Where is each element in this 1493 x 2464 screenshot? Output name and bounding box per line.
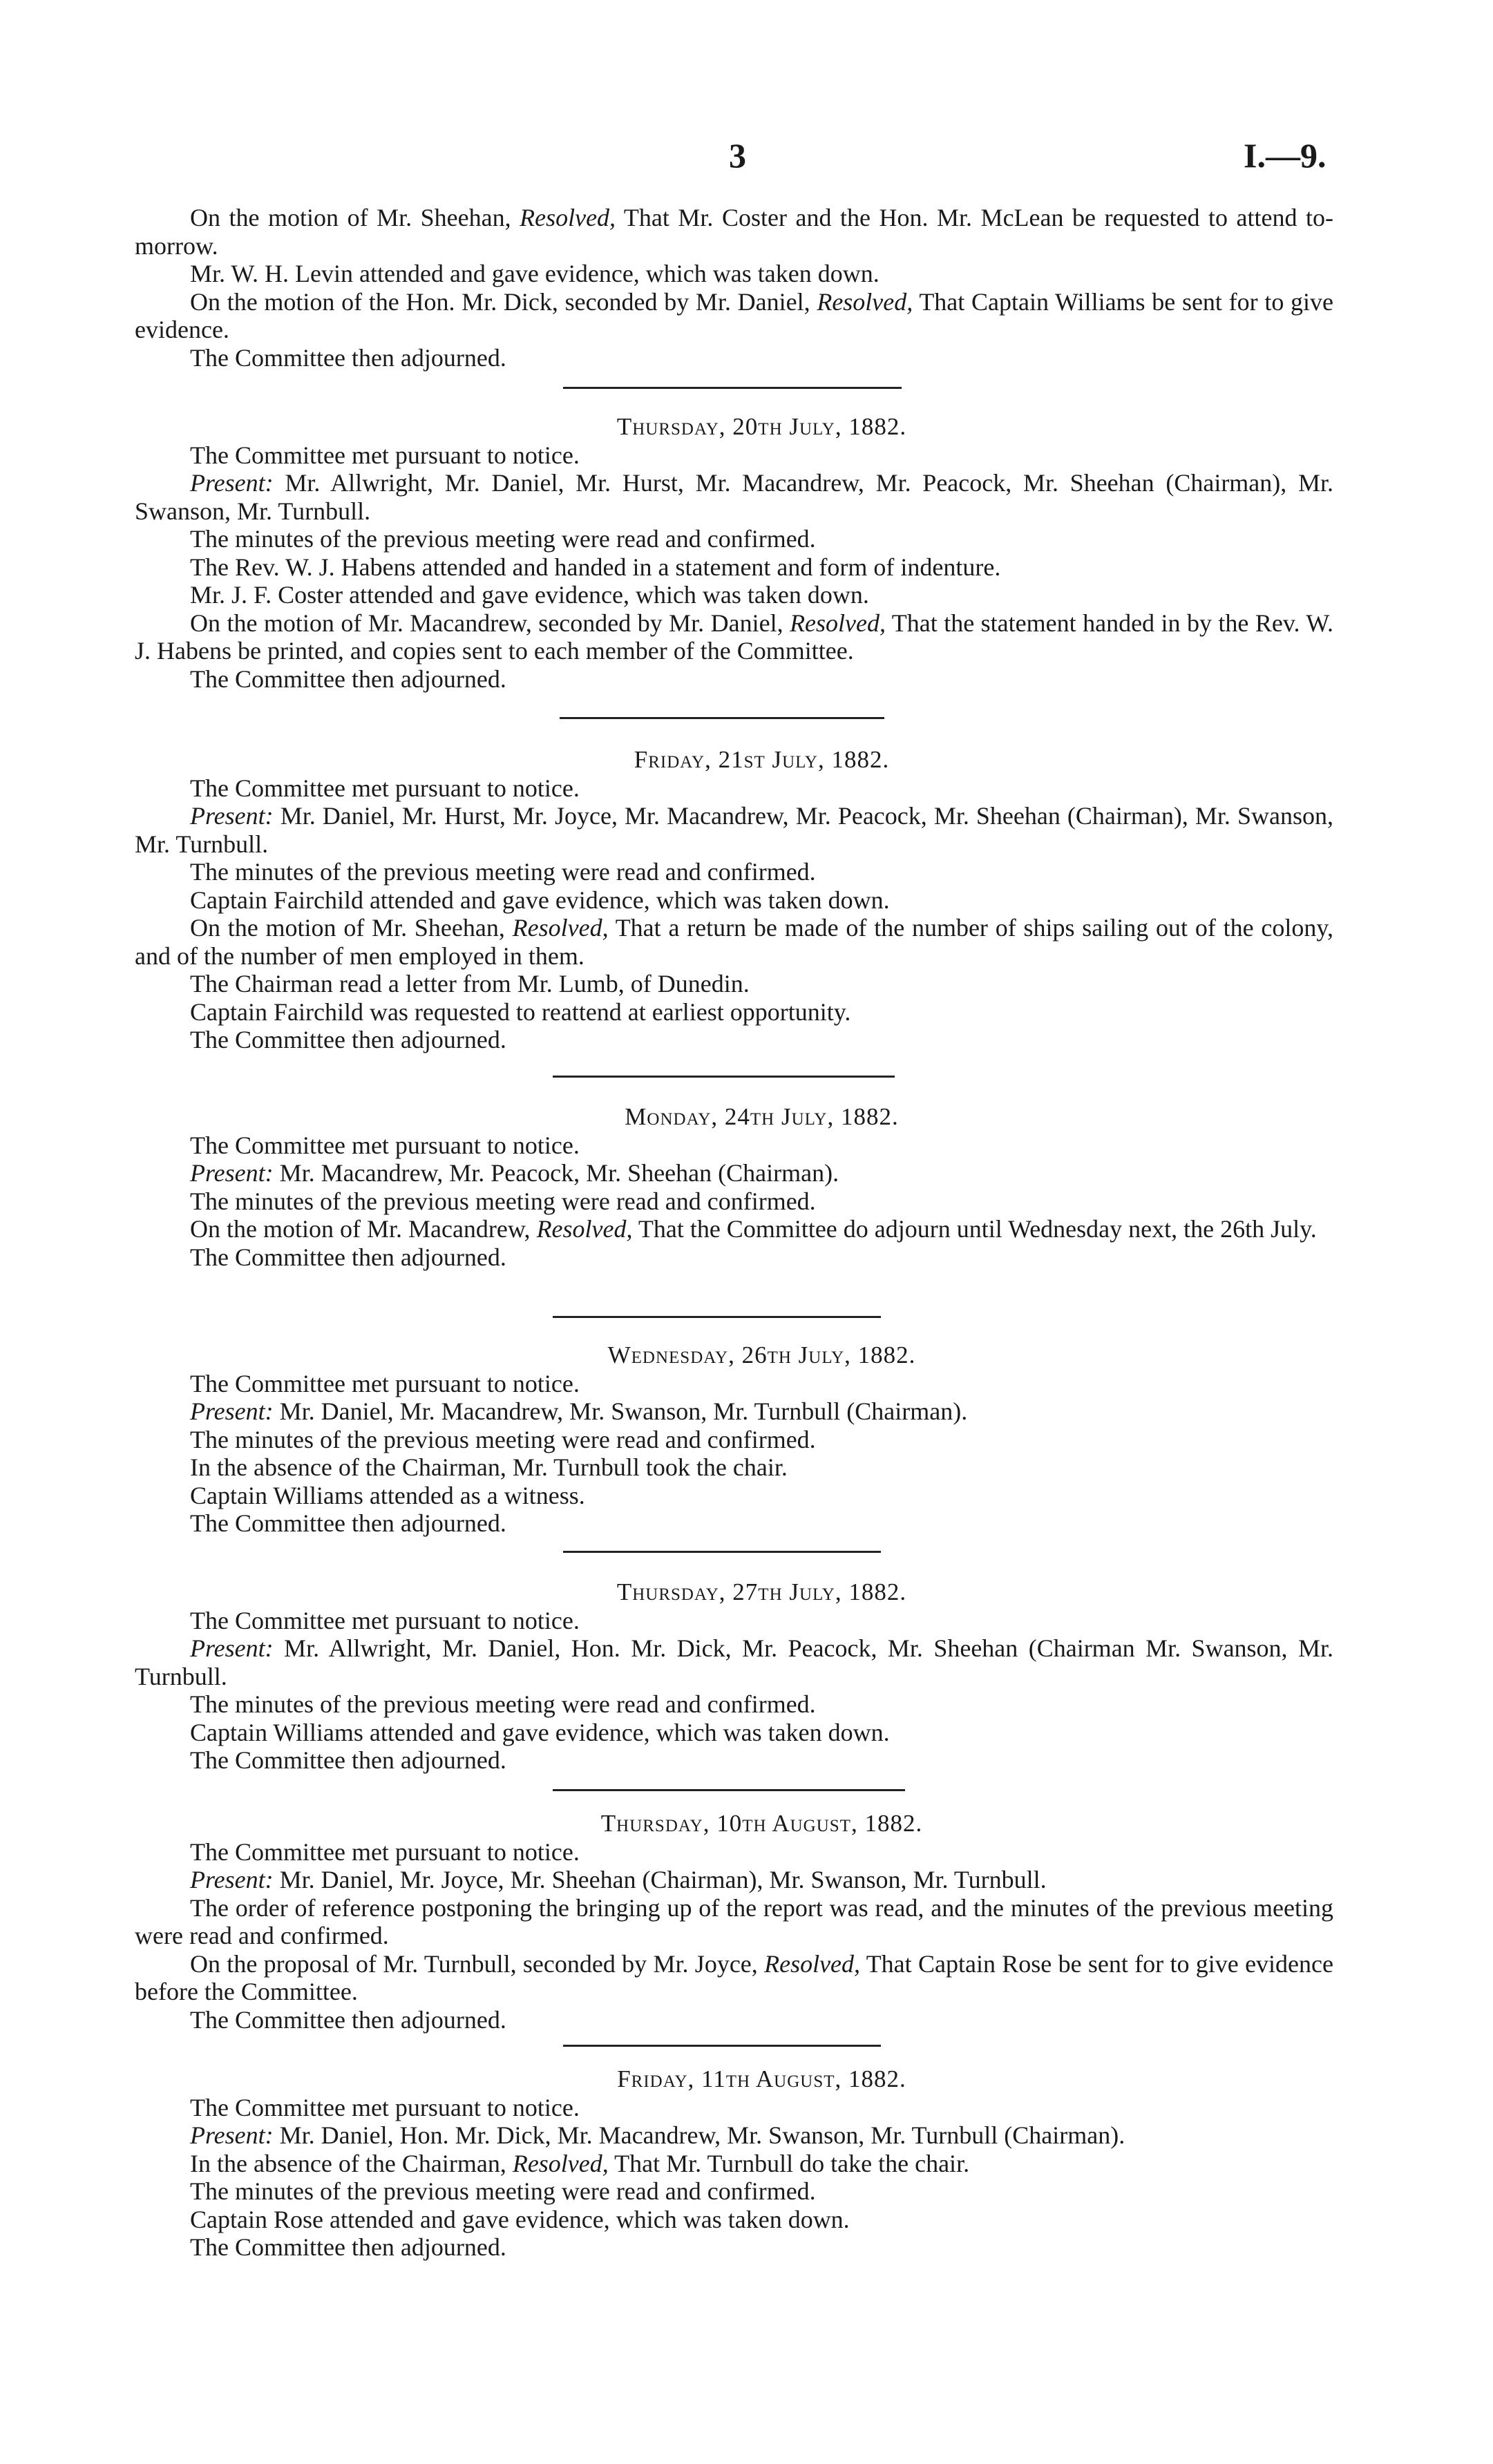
paragraph: Captain Williams attended and gave evidence, which was taken down. [190,1718,890,1746]
meeting-date: Wednesday, 26th July, 1882. [607,1341,916,1368]
divider [553,1789,905,1791]
meeting-section [135,1103,1333,1271]
meeting-section [135,413,1333,693]
paragraph: On the motion of Mr. Macandrew, seconded by Mr. Daniel, Resolved, That the statement handed in by the Rev. W. J. Habens be printed, and copies sent to each member of the Committee. [135,609,1333,665]
paragraph: The Chairman read a letter from Mr. Lumb, of Dunedin. [190,970,750,997]
paragraph: Mr. W. H. Levin attended and gave evidence, which was taken down. [190,260,879,287]
meeting-date: Thursday, 10th August, 1882. [600,1810,923,1837]
paragraph: The Committee met pursuant to notice. [190,2093,580,2121]
meeting-section [135,746,1333,1054]
paragraph: The Committee then adjourned. [190,2233,506,2261]
paragraph: The Committee then adjourned. [190,1509,506,1537]
meeting-section [135,1341,1333,1538]
paragraph: Captain Fairchild was requested to reattend at earliest opportunity. [190,997,851,1026]
paragraph: Captain Rose attended and gave evidence, which was taken down. [190,2205,850,2233]
paragraph: Captain Fairchild attended and gave evidence, which was taken down. [190,886,890,914]
paragraph: The Committee then adjourned. [190,1746,506,1774]
paragraph: On the motion of the Hon. Mr. Dick, seconded by Mr. Daniel, Resolved, That Captain Williams be sent for to give evidence. [135,287,1334,343]
paragraph: Captain Williams attended as a witness. [190,1481,585,1509]
paragraph: The Committee then adjourned. [190,1243,506,1271]
paragraph: The Committee met pursuant to notice. [190,1369,580,1397]
meeting-date: Thursday, 20th July, 1882. [616,413,907,440]
paragraph: Present: Mr. Daniel, Hon. Mr. Dick, Mr. Macandrew, Mr. Swanson, Mr. Turnbull (Chairman). [190,2121,1125,2149]
paragraph: The Committee then adjourned. [190,665,506,693]
paragraph: On the motion of Mr. Macandrew, Resolved, That the Committee do adjourn until Wednesday next, the 26th July. [190,1215,1317,1243]
page-number: 3 [729,136,746,175]
meeting-date: Thursday, 27th July, 1882. [616,1578,907,1605]
meeting-section [135,1810,1333,2034]
paragraph: The minutes of the previous meeting were read and confirmed. [190,525,816,553]
paragraph: The Committee met pursuant to notice. [190,441,580,469]
paragraph: Present: Mr. Macandrew, Mr. Peacock, Mr. Sheehan (Chairman). [190,1159,839,1187]
paragraph: The Rev. W. J. Habens attended and handed in a statement and form of indenture. [190,553,1001,581]
paragraph: The minutes of the previous meeting were read and confirmed. [190,858,816,886]
paragraph: The minutes of the previous meeting were read and confirmed. [190,1425,816,1453]
meeting-section [135,2065,1333,2262]
paragraph: The Committee met pursuant to notice. [190,1131,580,1159]
divider [563,1551,881,1553]
paragraph: Present: Mr. Daniel, Mr. Joyce, Mr. Sheehan (Chairman), Mr. Swanson, Mr. Turnbull. [190,1866,1047,1893]
paragraph: On the proposal of Mr. Turnbull, seconded by Mr. Joyce, Resolved, That Captain Rose be sent for to give evidence before the Committee. [135,1949,1333,2005]
paragraph: Present: Mr. Daniel, Mr. Hurst, Mr. Joyce, Mr. Macandrew, Mr. Peacock, Mr. Sheehan (Chairman), Mr. Swanson, Mr. Turnbull. [135,802,1333,858]
paragraph: Present: Mr. Daniel, Mr. Macandrew, Mr. Swanson, Mr. Turnbull (Chairman). [190,1397,968,1425]
paragraph: The minutes of the previous meeting were read and confirmed. [190,1690,816,1718]
paragraph: In the absence of the Chairman, Mr. Turnbull took the chair. [190,1453,788,1481]
divider [563,2045,881,2047]
paragraph: On the motion of Mr. Sheehan, Resolved, That a return be made of the number of ships sailing out of the colony, and of the number of men employed in them. [135,914,1333,970]
paragraph: In the absence of the Chairman, Resolved, That Mr. Turnbull do take the chair. [190,2149,970,2177]
divider [560,717,884,719]
paragraph: Present: Mr. Allwright, Mr. Daniel, Hon. Mr. Dick, Mr. Peacock, Mr. Sheehan (Chairman Mr. Swanson, Mr. Turnbull. [135,1634,1333,1690]
divider [553,1316,881,1318]
paragraph: On the motion of Mr. Sheehan, Resolved, That Mr. Coster and the Hon. Mr. McLean be requested to attend to-morrow. [135,204,1333,260]
meeting-date: Friday, 21st July, 1882. [634,746,890,773]
paragraph: Present: Mr. Allwright, Mr. Daniel, Mr. Hurst, Mr. Macandrew, Mr. Peacock, Mr. Sheehan (Chairman), Mr. Swanson, Mr. Turnbull. [135,469,1333,525]
paragraph: The Committee met pursuant to notice. [190,1606,580,1634]
divider [553,1076,895,1078]
paragraph: The Committee then adjourned. [190,1026,506,1053]
paragraph: The Committee then adjourned. [190,343,506,372]
meeting-date: Monday, 24th July, 1882. [625,1103,899,1130]
series-number: I.—9. [1244,136,1326,175]
meeting-date: Friday, 11th August, 1882. [617,2065,906,2092]
paragraph: The Committee then adjourned. [190,2005,506,2034]
divider [563,387,902,389]
paragraph: The minutes of the previous meeting were read and confirmed. [190,1187,816,1215]
paragraph: The Committee met pursuant to notice. [190,1837,580,1866]
paragraph: The order of reference postponing the bringing up of the report was read, and the minutes of the previous meeting were read and confirmed. [135,1893,1333,1949]
opening-section [135,204,1333,372]
paragraph: Mr. J. F. Coster attended and gave evidence, which was taken down. [190,581,869,609]
meeting-section [135,1578,1333,1775]
paragraph: The Committee met pursuant to notice. [190,774,580,802]
paragraph: The minutes of the previous meeting were read and confirmed. [190,2177,816,2205]
